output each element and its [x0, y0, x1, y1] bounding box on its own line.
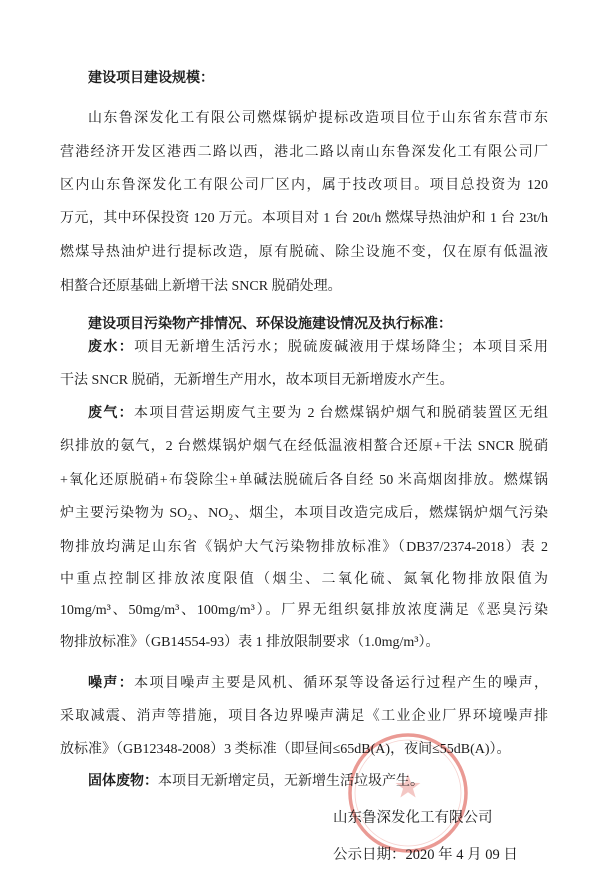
pollution-heading: 建设项目污染物产排情况、环保设施建设情况及执行标准： [88, 317, 452, 332]
scale-line-6: 相螯合还原基础上新增干法 SNCR 脱硝处理。 [60, 279, 342, 294]
exhaust-line-1 [88, 404, 548, 424]
wastewater-line-2: 干法 SNCR 脱硝，无新增生产用水，故本项目无新增废水产生。 [60, 373, 454, 388]
wastewater-text: 项目无新增生活污水；脱硫废碱液用于煤场降尘；本项目采用 [134, 340, 548, 355]
scale-line-1: 山东鲁深发化工有限公司燃煤锅炉提标改造项目位于山东省东营市东 [88, 111, 548, 126]
wastewater-label: 废水： [88, 340, 135, 355]
scale-line-5: 燃煤导热油炉进行提标改造，原有脱硫、除尘设施不变，仅在原有低温液 [60, 245, 548, 260]
solid-waste-text: 本项目无新增定员，无新增生活垃圾产生。 [158, 774, 424, 789]
exhaust-label: 废气： [88, 406, 134, 421]
solid-waste-line [88, 772, 548, 792]
publication-date: 公示日期：2020 年 4 月 09 日 [333, 847, 518, 863]
signature-company: 山东鲁深发化工有限公司 [333, 810, 493, 826]
exhaust-line-3: +氧化还原脱硝+布袋除尘+单碱法脱硫后各自经 50 米高烟囱排放。燃煤锅 [60, 473, 548, 488]
exhaust-line-4: 炉主要污染物为 SO₂、NO₂、烟尘，本项目改造完成后，燃煤锅炉烟气污染 [60, 506, 548, 521]
exhaust-line-5: 物排放均满足山东省《锅炉大气污染物排放标准》（DB37/2374-2018）表 2 [60, 540, 548, 555]
scale-line-2: 营港经济开发区港西二路以西，港北二路以南山东鲁深发化工有限公司厂 [60, 145, 548, 160]
exhaust-line-6: 中重点控制区排放浓度限值（烟尘、二氧化硫、氮氧化物排放限值为 [60, 572, 548, 587]
exhaust-line-2: 织排放的氨气，2 台燃煤锅炉烟气在经低温液相螯合还原+干法 SNCR 脱硝 [60, 439, 548, 454]
solid-waste-label: 固体废物： [88, 774, 158, 789]
wastewater-line-1 [88, 338, 548, 358]
noise-text: 本项目噪声主要是风机、循环泵等设备运行过程产生的噪声， [134, 676, 548, 691]
noise-line-2: 采取减震、消声等措施，项目各边界噪声满足《工业企业厂界环境噪声排 [60, 709, 548, 724]
exhaust-line-8: 物排放标准》（GB14554-93）表 1 排放限制要求（1.0mg/m³）。 [60, 635, 440, 650]
noise-line-3: 放标准》（GB12348-2008）3 类标准（即昼间≤65dB(A)，夜间≤55dB(A)）。 [60, 742, 511, 757]
noise-label: 噪声： [88, 676, 135, 691]
construction-scale-heading: 建设项目建设规模： [88, 71, 214, 86]
exhaust-text: 本项目营运期废气主要为 2 台燃煤锅炉烟气和脱硝装置区无组 [134, 406, 548, 421]
exhaust-line-7: 10mg/m³、50mg/m³、100mg/m³）。厂界无组织氨排放浓度满足《恶臭污染 [60, 603, 548, 618]
scale-line-3: 区内山东鲁深发化工有限公司厂区内，属于技改项目。项目总投资为 120 [60, 178, 548, 193]
scale-line-4: 万元，其中环保投资 120 万元。本项目对 1 台 20t/h 燃煤导热油炉和 1 台 23t/h [60, 211, 548, 226]
noise-line-1 [88, 674, 548, 694]
